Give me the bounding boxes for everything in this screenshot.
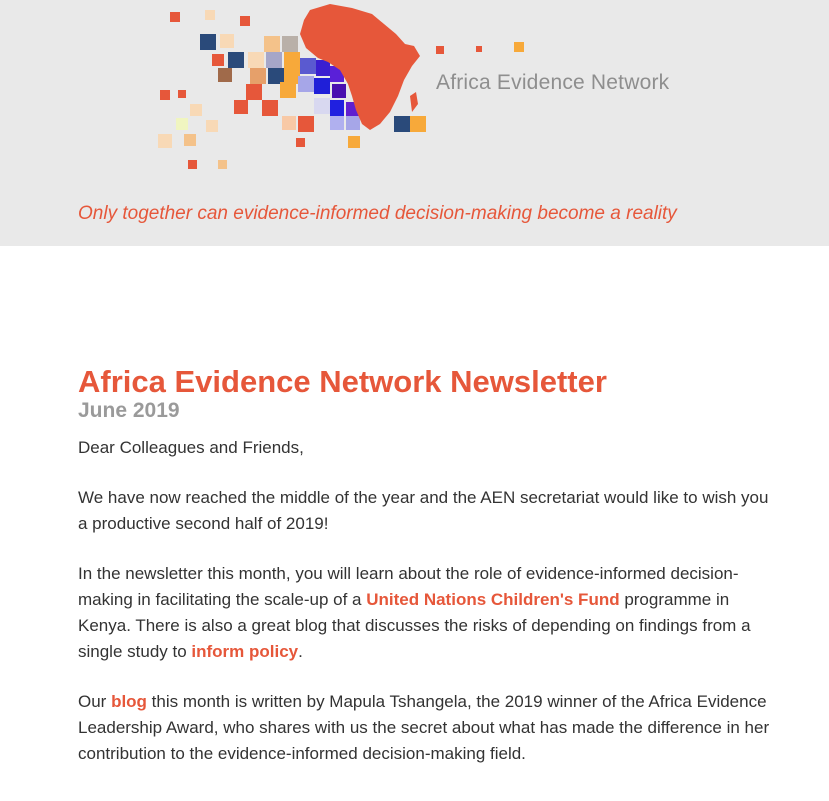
blog-link[interactable]: blog: [111, 692, 147, 711]
tagline: Only together can evidence-informed decision-making become a reality: [78, 203, 677, 224]
blog-text-2: this month is written by Mapula Tshangela, the 2019 winner of the Africa Evidence Leadership Award, who shares with us the secret about what has made the difference in her contribution to the evidence-informed decision-making field.: [78, 692, 770, 763]
inform-policy-link[interactable]: inform policy: [191, 642, 299, 661]
newsletter-date: June 2019: [78, 399, 180, 422]
africa-evidence-network-logo: [0, 0, 829, 200]
highlights-paragraph: [78, 561, 778, 665]
highlights-text-3: .: [298, 642, 303, 661]
newsletter-header: [0, 0, 829, 246]
intro-paragraph: We have now reached the middle of the year and the AEN secretariat would like to wish you a productive second half of 2019!: [78, 488, 769, 533]
highlights-text-1: In the newsletter this month, you will learn about the role of evidence-informed decision-making in facilitating the scale-up of a: [78, 564, 739, 609]
blog-text-1: Our: [78, 692, 112, 711]
greeting: Dear Colleagues and Friends,: [78, 438, 304, 457]
newsletter-title: Africa Evidence Network Newsletter: [78, 364, 607, 399]
logo-text: Africa Evidence Network: [436, 71, 670, 94]
blog-paragraph: [78, 689, 778, 767]
newsletter-content: [78, 365, 778, 791]
unicef-link[interactable]: United Nations Children's Fund: [366, 590, 620, 609]
highlights-text-2: programme in Kenya. There is also a great blog that discusses the risks of depending on findings from a single study to: [78, 590, 751, 661]
